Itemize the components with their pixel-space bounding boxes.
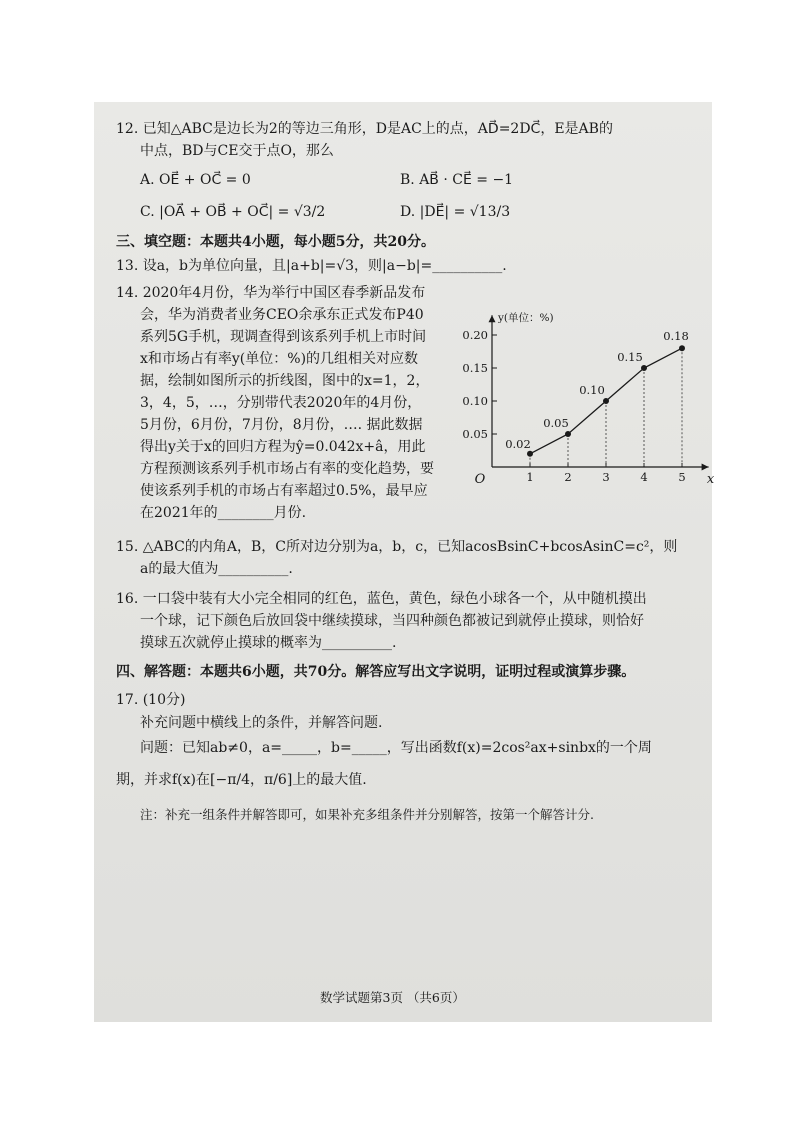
q17-note: 注：补充一组条件并解答即可，如果补充多组条件并分别解答，按第一个解答计分. (140, 807, 594, 822)
q16-stem-line3: 摸球五次就停止摸球的概率为__________. (140, 635, 397, 651)
q14-line: 在2021年的________月份. (140, 505, 307, 521)
section-answer-heading: 四、解答题：本题共6小题，共70分。解答应写出文字说明，证明过程或演算步骤。 (116, 664, 636, 680)
q12-option-b: B. AB⃗ · CE⃗ = −1 (400, 172, 514, 188)
q14-line: 得出y关于x的回归方程为ŷ=0.042x+â，用此 (140, 439, 426, 455)
data-point (603, 398, 609, 404)
q17-line3: 期，并求f(x)在[−π/4，π/6]上的最大值. (116, 772, 367, 788)
q13-text: 13. 设a，b为单位向量，且|a+b|=√3，则|a−b|=__________. (116, 258, 507, 274)
q12-stem-line1: 12. 已知△ABC是边长为2的等边三角形，D是AC上的点，AD⃗=2DC⃗，E是AB的 (116, 121, 613, 137)
data-point (565, 431, 571, 437)
origin-label: O (474, 472, 486, 487)
data-label: 0.02 (505, 436, 531, 451)
q14-line: 据，绘制如图所示的折线图，图中的x=1，2， (140, 373, 430, 389)
q14-line-chart (462, 297, 714, 497)
data-point (679, 345, 685, 351)
data-point (527, 451, 533, 457)
q14-line: 5月份，6月份，7月份，8月份，…. 据此数据 (140, 417, 423, 433)
x-tick-label: 3 (602, 470, 610, 484)
x-tick-label: 2 (564, 470, 572, 484)
x-axis-arrow (702, 464, 709, 471)
q14-line: 3，4，5，…，分别带代表2020年的4月份， (140, 395, 422, 411)
page-footer: 数学试题第3页 （共6页） (320, 990, 465, 1005)
y-tick-label: 0.10 (462, 394, 488, 408)
q12-stem-line2: 中点，BD与CE交于点O，那么 (140, 143, 334, 159)
q16-stem-line2: 一个球，记下颜色后放回袋中继续摸球，当四种颜色都被记到就停止摸球，则恰好 (140, 613, 644, 629)
x-tick-label: 5 (678, 470, 686, 484)
q15-stem-line2: a的最大值为__________. (140, 561, 293, 577)
x-axis-label: x (706, 472, 714, 487)
y-tick-label: 0.05 (462, 427, 488, 441)
section-fill-in-heading: 三、填空题：本题共4小题，每小题5分，共20分。 (116, 234, 435, 250)
y-tick-label: 0.15 (462, 361, 488, 375)
q12-option-a: A. OE⃗ + OC⃗ = 0 (140, 172, 251, 188)
data-point (641, 365, 647, 371)
q15-stem-line1: 15. △ABC的内角A，B，C所对边分别为a，b，c，已知acosBsinC+bcosAsinC=c²，则 (116, 539, 678, 555)
x-tick-label: 1 (526, 470, 534, 484)
q14-line: 14. 2020年4月份，华为举行中国区春季新品发布 (116, 285, 426, 301)
y-axis-arrow (489, 315, 496, 322)
q12-option-d: D. |DE⃗| = √13/3 (400, 204, 511, 220)
data-label: 0.15 (617, 350, 643, 364)
y-axis-label: y(单位：%) (498, 312, 554, 325)
q14-line: 会，华为消费者业务CEO余承东正式发布P40 (140, 307, 424, 323)
q17-heading: 17. (10分) (116, 692, 186, 708)
q14-line: x和市场占有率y(单位：%)的几组相关对应数 (140, 351, 419, 367)
data-label: 0.10 (579, 383, 605, 397)
q12-option-c: C. |OA⃗ + OB⃗ + OC⃗| = √3/2 (140, 204, 326, 220)
q17-line1: 补充问题中横线上的条件，并解答问题. (140, 715, 383, 731)
q16-stem-line1: 16. 一口袋中装有大小完全相同的红色，蓝色，黄色，绿色小球各一个，从中随机摸出 (116, 591, 647, 607)
q14-line: 方程预测该系列手机市场占有率的变化趋势，要 (140, 461, 434, 477)
y-tick-label: 0.20 (462, 328, 488, 342)
q14-line: 系列5G手机，现调查得到该系列手机上市时间 (140, 329, 427, 345)
data-label: 0.18 (663, 329, 689, 344)
x-tick-label: 4 (640, 470, 648, 484)
q17-line2: 问题：已知ab≠0，a=_____，b=_____，写出函数f(x)=2cos²ax+sinbx的一个周 (140, 740, 652, 756)
q14-line: 使该系列手机的市场占有率超过0.5%，最早应 (140, 483, 428, 499)
data-label: 0.05 (543, 416, 569, 430)
